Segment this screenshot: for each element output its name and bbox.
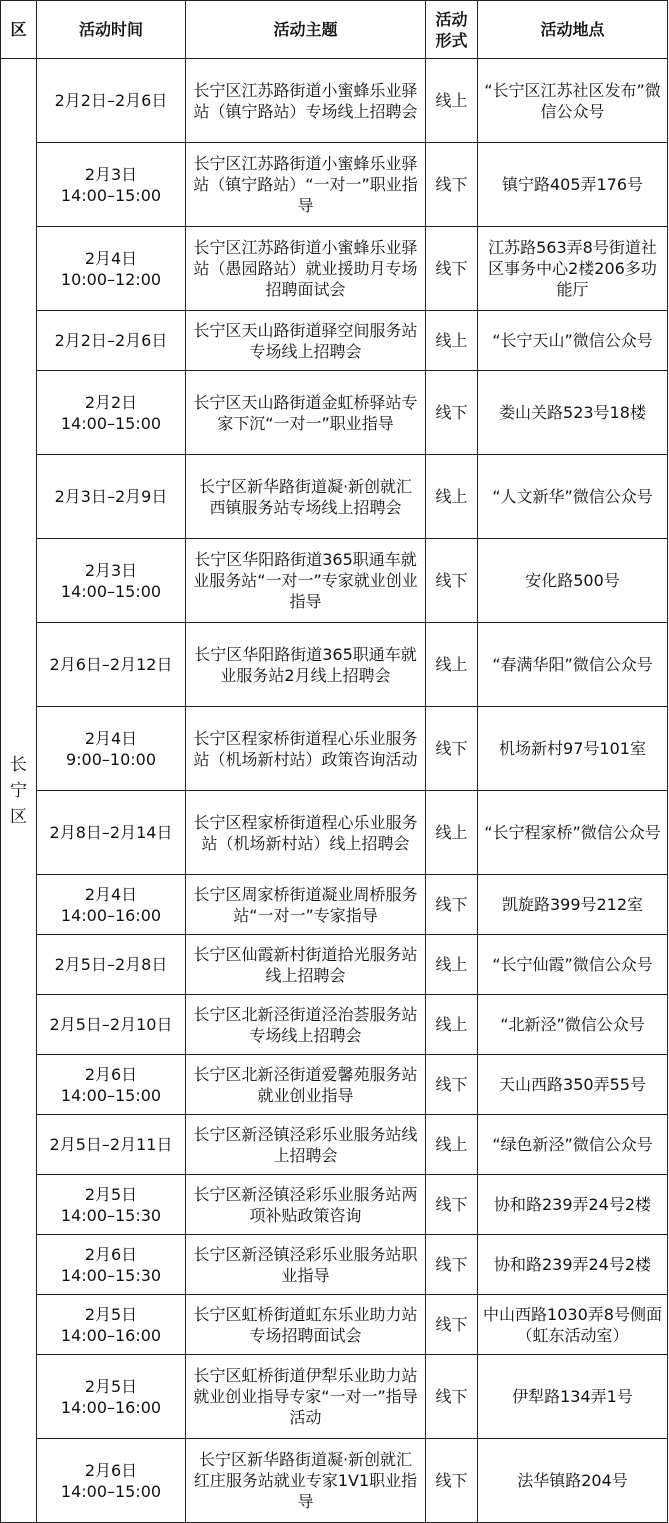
format-cell: 线下 [426,371,478,455]
topic-cell: 长宁区江苏路街道小蜜蜂乐业驿站（愚园路站）就业援助月专场招聘面试会 [186,227,426,311]
location-cell: “北新泾”微信公众号 [478,995,668,1055]
location-cell: 中山西路1030弄8号侧面（虹东活动室） [478,1295,668,1355]
table-body [1,59,668,1523]
table-row [1,707,668,791]
table-row [1,935,668,995]
topic-cell: 长宁区天山路街道驿空间服务站专场线上招聘会 [186,311,426,371]
table-row [1,1295,668,1355]
district-cell [1,59,37,1523]
topic-cell: 长宁区虹桥街道虹东乐业助力站专场招聘面试会 [186,1295,426,1355]
header-location: 活动地点 [478,1,668,59]
format-cell: 线上 [426,1115,478,1175]
header-format: 活动形式 [426,1,478,59]
format-cell: 线上 [426,311,478,371]
table-row [1,623,668,707]
location-cell: 镇宁路405弄176号 [478,143,668,227]
table-row [1,311,668,371]
header-district: 区 [1,1,37,59]
time-cell: 2月6日 14:00–15:00 [37,1439,186,1523]
format-cell: 线上 [426,995,478,1055]
table-row [1,371,668,455]
time-cell: 2月4日 9:00–10:00 [37,707,186,791]
topic-cell: 长宁区新泾镇泾彩乐业服务站线上招聘会 [186,1115,426,1175]
format-cell: 线下 [426,1175,478,1235]
header-row [1,1,668,59]
format-cell: 线下 [426,1235,478,1295]
table-row [1,1439,668,1523]
location-cell: “长宁仙霞”微信公众号 [478,935,668,995]
time-cell: 2月5日–2月11日 [37,1115,186,1175]
topic-cell: 长宁区江苏路街道小蜜蜂乐业驿站（镇宁路站）“一对一”职业指导 [186,143,426,227]
header-time: 活动时间 [37,1,186,59]
location-cell: “人文新华”微信公众号 [478,455,668,539]
format-cell: 线下 [426,227,478,311]
time-cell: 2月3日–2月9日 [37,455,186,539]
time-cell: 2月4日 14:00–16:00 [37,875,186,935]
topic-cell: 长宁区虹桥街道伊犁乐业助力站就业创业指导专家“一对一”指导活动 [186,1355,426,1439]
time-cell: 2月6日 14:00–15:30 [37,1235,186,1295]
topic-cell: 长宁区新泾镇泾彩乐业服务站职业指导 [186,1235,426,1295]
table-row [1,1055,668,1115]
time-cell: 2月5日–2月10日 [37,995,186,1055]
format-cell: 线上 [426,935,478,995]
location-cell: “长宁区江苏社区发布”微信公众号 [478,59,668,143]
format-cell: 线下 [426,143,478,227]
time-cell: 2月6日–2月12日 [37,623,186,707]
table-row [1,995,668,1055]
table-row [1,143,668,227]
location-cell: “绿色新泾”微信公众号 [478,1115,668,1175]
format-cell: 线上 [426,623,478,707]
table-row [1,227,668,311]
format-cell: 线上 [426,791,478,875]
table-row [1,1355,668,1439]
topic-cell: 长宁区华阳路街道365职通车就业服务站“一对一”专家就业创业指导 [186,539,426,623]
topic-cell: 长宁区程家桥街道程心乐业服务站（机场新村站）线上招聘会 [186,791,426,875]
time-cell: 2月8日–2月14日 [37,791,186,875]
location-cell: “长宁程家桥”微信公众号 [478,791,668,875]
location-cell: 协和路239弄24号2楼 [478,1175,668,1235]
format-cell: 线下 [426,707,478,791]
table-row [1,1235,668,1295]
location-cell: 法华镇路204号 [478,1439,668,1523]
district-label: 长宁区 [10,754,27,827]
format-cell: 线下 [426,1439,478,1523]
location-cell: 凯旋路399号212室 [478,875,668,935]
topic-cell: 长宁区江苏路街道小蜜蜂乐业驿站（镇宁路站）专场线上招聘会 [186,59,426,143]
time-cell: 2月2日 14:00–15:00 [37,371,186,455]
time-cell: 2月5日–2月8日 [37,935,186,995]
time-cell: 2月6日 14:00–15:00 [37,1055,186,1115]
time-cell: 2月5日 14:00–16:00 [37,1295,186,1355]
location-cell: 天山西路350弄55号 [478,1055,668,1115]
topic-cell: 长宁区北新泾街道爱馨苑服务站就业创业指导 [186,1055,426,1115]
location-cell: 江苏路563弄8号街道社区事务中心2楼206多功能厅 [478,227,668,311]
table-row [1,59,668,143]
topic-cell: 长宁区天山路街道金虹桥驿站专家下沉“一对一”职业指导 [186,371,426,455]
location-cell: 娄山关路523号18楼 [478,371,668,455]
topic-cell: 长宁区华阳路街道365职通车就业服务站2月线上招聘会 [186,623,426,707]
table-row [1,1115,668,1175]
time-cell: 2月2日–2月6日 [37,311,186,371]
topic-cell: 长宁区北新泾街道泾治荟服务站专场线上招聘会 [186,995,426,1055]
location-cell: 安化路500号 [478,539,668,623]
time-cell: 2月5日 14:00–16:00 [37,1355,186,1439]
format-cell: 线上 [426,455,478,539]
format-cell: 线下 [426,875,478,935]
table-row [1,791,668,875]
topic-cell: 长宁区仙霞新村街道拾光服务站线上招聘会 [186,935,426,995]
topic-cell: 长宁区周家桥街道凝业周桥服务站“一对一”专家指导 [186,875,426,935]
time-cell: 2月5日 14:00–15:30 [37,1175,186,1235]
header-topic: 活动主题 [186,1,426,59]
location-cell: “长宁天山”微信公众号 [478,311,668,371]
format-cell: 线下 [426,539,478,623]
table-row [1,455,668,539]
format-cell: 线下 [426,1055,478,1115]
location-cell: 协和路239弄24号2楼 [478,1235,668,1295]
location-cell: “春满华阳”微信公众号 [478,623,668,707]
topic-cell: 长宁区新华路街道凝·新创就汇红庄服务站就业专家1V1职业指导 [186,1439,426,1523]
time-cell: 2月3日 14:00–15:00 [37,539,186,623]
table-row [1,875,668,935]
format-cell: 线下 [426,1355,478,1439]
location-cell: 机场新村97号101室 [478,707,668,791]
table-row [1,539,668,623]
location-cell: 伊犁路134弄1号 [478,1355,668,1439]
topic-cell: 长宁区程家桥街道程心乐业服务站（机场新村站）政策咨询活动 [186,707,426,791]
time-cell: 2月3日 14:00–15:00 [37,143,186,227]
time-cell: 2月2日–2月6日 [37,59,186,143]
topic-cell: 长宁区新华路街道凝·新创就汇西镇服务站专场线上招聘会 [186,455,426,539]
format-cell: 线下 [426,1295,478,1355]
table-row [1,1175,668,1235]
topic-cell: 长宁区新泾镇泾彩乐业服务站两项补贴政策咨询 [186,1175,426,1235]
time-cell: 2月4日 10:00–12:00 [37,227,186,311]
format-cell: 线上 [426,59,478,143]
